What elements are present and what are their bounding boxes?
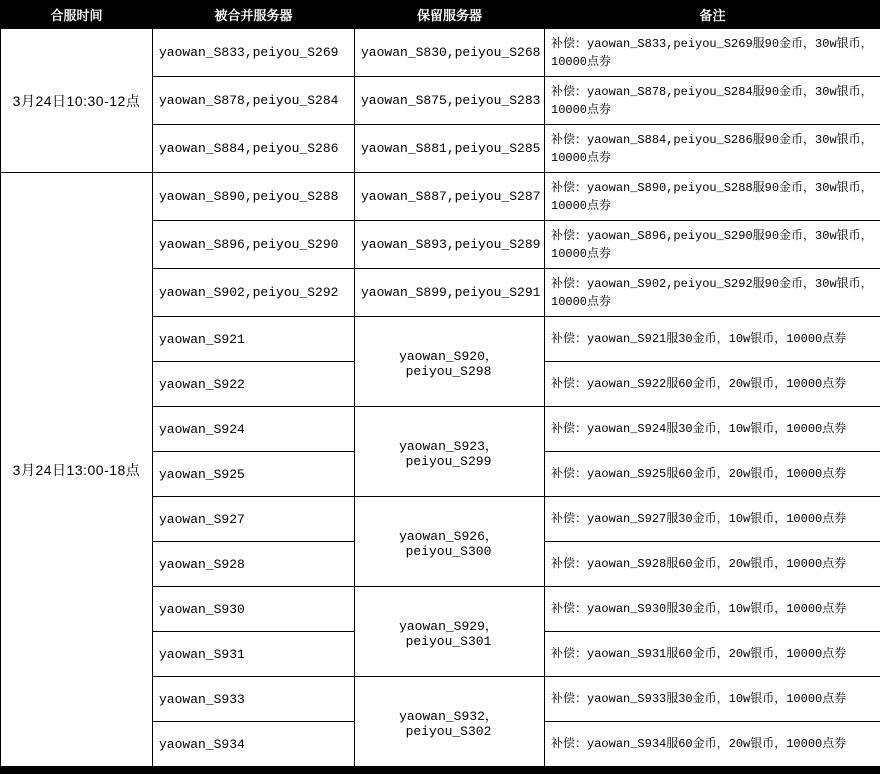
table-header [1,1,880,29]
note-cell [545,29,880,77]
note-cell [545,362,880,407]
note-cell [545,173,880,221]
note-cell [545,497,880,542]
note-cell [545,542,880,587]
note-label: 补偿： [551,466,588,481]
note-label: 补偿： [551,84,588,99]
note-label: 补偿： [551,691,588,706]
note-text: yaowan_S933服30金币，10w银币，10000点券 [587,692,847,707]
merged-server-cell: yaowan_S931 [153,632,355,677]
note-cell [545,722,880,767]
note-text: yaowan_S921服30金币，10w银币，10000点券 [587,332,847,347]
note-label: 补偿： [551,180,588,195]
note-text: yaowan_S934服60金币，20w银币，10000点券 [587,737,847,752]
note-label: 补偿： [551,376,588,391]
kept-server-cell: yaowan_S923，peiyou_S299 [355,407,545,497]
merged-server-cell: yaowan_S930 [153,587,355,632]
note-cell [545,587,880,632]
note-cell [545,125,880,173]
note-cell [545,407,880,452]
note-cell [545,77,880,125]
kept-server-cell: yaowan_S881,peiyou_S285 [355,125,545,173]
note-text: yaowan_S890,peiyou_S288服90金币，30w银币，10000点券 [551,181,873,213]
merged-server-cell: yaowan_S925 [153,452,355,497]
table-row [1,29,880,77]
merge-time-cell: 3月24日13:00-18点 [1,173,153,767]
column-header-merged-servers: 被合并服务器 [153,1,355,29]
note-cell [545,677,880,722]
note-label: 补偿： [551,132,588,147]
note-cell [545,269,880,317]
merged-server-cell: yaowan_S896,peiyou_S290 [153,221,355,269]
merged-server-cell: yaowan_S878,peiyou_S284 [153,77,355,125]
merged-server-cell: yaowan_S922 [153,362,355,407]
merged-server-cell: yaowan_S928 [153,542,355,587]
merged-server-cell: yaowan_S890,peiyou_S288 [153,173,355,221]
note-label: 补偿： [551,736,588,751]
kept-server-cell: yaowan_S932，peiyou_S302 [355,677,545,767]
column-header-kept-servers: 保留服务器 [355,1,545,29]
note-text: yaowan_S922服60金币，20w银币，10000点券 [587,377,847,392]
kept-server-cell: yaowan_S920，peiyou_S298 [355,317,545,407]
note-label: 补偿： [551,36,588,51]
column-header-notes: 备注 [545,1,880,29]
note-text: yaowan_S896,peiyou_S290服90金币，30w银币，10000点券 [551,229,873,261]
note-label: 补偿： [551,646,588,661]
note-label: 补偿： [551,331,588,346]
table-row [1,173,880,221]
note-text: yaowan_S928服60金币，20w银币，10000点券 [587,557,847,572]
note-cell [545,317,880,362]
note-text: yaowan_S931服60金币，20w银币，10000点券 [587,647,847,662]
header-row [1,1,880,29]
kept-server-cell: yaowan_S926，peiyou_S300 [355,497,545,587]
merged-server-cell: yaowan_S927 [153,497,355,542]
note-label: 补偿： [551,556,588,571]
merge-time-cell: 3月24日10:30-12点 [1,29,153,173]
note-text: yaowan_S924服30金币，10w银币，10000点券 [587,422,847,437]
note-text: yaowan_S925服60金币，20w银币，10000点券 [587,467,847,482]
kept-server-cell: yaowan_S875,peiyou_S283 [355,77,545,125]
note-cell [545,632,880,677]
column-header-merge-time: 合服时间 [1,1,153,29]
note-text: yaowan_S878,peiyou_S284服90金币，30w银币，10000点券 [551,85,873,117]
note-text: yaowan_S884,peiyou_S286服90金币，30w银币，10000点券 [551,133,873,165]
note-text: yaowan_S930服30金币，10w银币，10000点券 [587,602,847,617]
note-text: yaowan_S833,peiyou_S269服90金币，30w银币，10000点券 [551,37,873,69]
merged-server-cell: yaowan_S921 [153,317,355,362]
note-label: 补偿： [551,228,588,243]
note-label: 补偿： [551,421,588,436]
note-text: yaowan_S927服30金币，10w银币，10000点券 [587,512,847,527]
table-body [1,29,880,767]
note-label: 补偿： [551,601,588,616]
merged-server-cell: yaowan_S933 [153,677,355,722]
note-cell [545,221,880,269]
merged-server-cell: yaowan_S833,peiyou_S269 [153,29,355,77]
note-cell [545,452,880,497]
merged-server-cell: yaowan_S902,peiyou_S292 [153,269,355,317]
kept-server-cell: yaowan_S887,peiyou_S287 [355,173,545,221]
kept-server-cell: yaowan_S830,peiyou_S268 [355,29,545,77]
note-text: yaowan_S902,peiyou_S292服90金币，30w银币，10000点券 [551,277,873,309]
note-label: 补偿： [551,511,588,526]
note-label: 补偿： [551,276,588,291]
merged-server-cell: yaowan_S884,peiyou_S286 [153,125,355,173]
merged-server-cell: yaowan_S934 [153,722,355,767]
kept-server-cell: yaowan_S899,peiyou_S291 [355,269,545,317]
merged-server-cell: yaowan_S924 [153,407,355,452]
kept-server-cell: yaowan_S893,peiyou_S289 [355,221,545,269]
kept-server-cell: yaowan_S929，peiyou_S301 [355,587,545,677]
